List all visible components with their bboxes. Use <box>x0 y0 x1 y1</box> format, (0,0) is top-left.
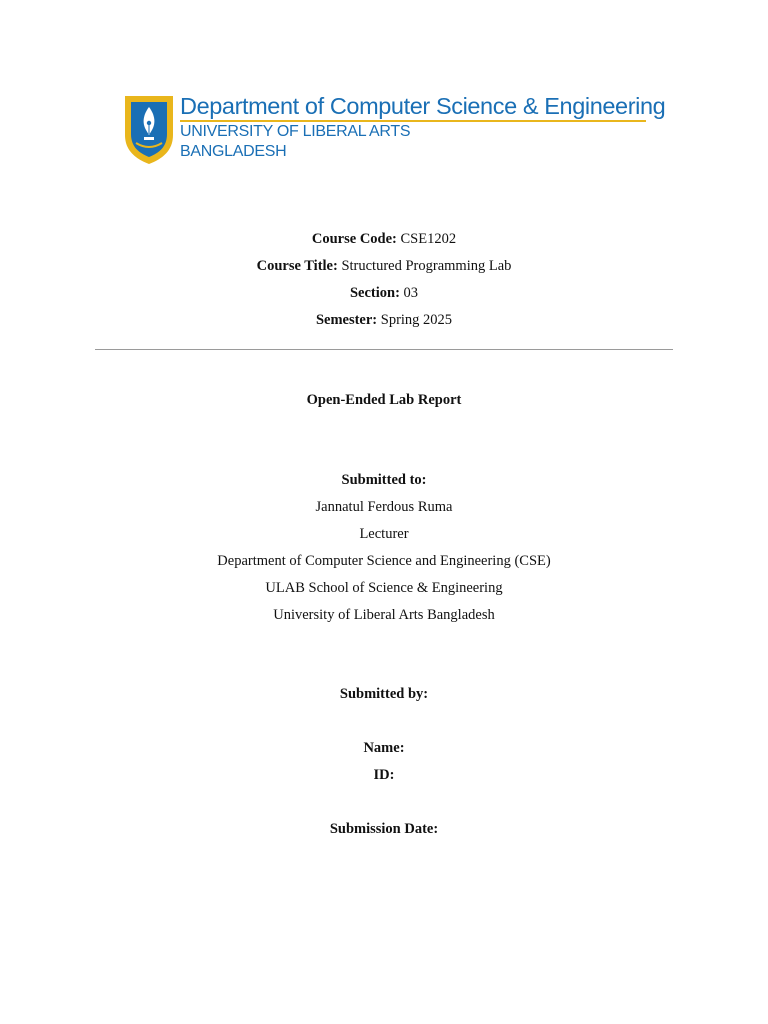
course-code-line <box>0 230 768 248</box>
section-line <box>0 284 768 302</box>
course-code-label: Course Code: <box>311 231 397 247</box>
supervisor-name: Jannatul Ferdous Ruma <box>315 499 453 515</box>
report-title: Open-Ended Lab Report <box>306 392 462 408</box>
student-name-label: Name: <box>363 740 405 756</box>
section-value: 03 <box>403 285 419 301</box>
course-code-value: CSE1202 <box>400 231 457 247</box>
supervisor-designation: Lecturer <box>359 526 409 542</box>
section-label: Section: <box>349 285 400 301</box>
submitted-to-label: Submitted to: <box>341 472 427 488</box>
department-logo <box>122 93 666 167</box>
submission-date-label: Submission Date: <box>329 821 439 837</box>
university-name-line2: BANGLADESH <box>180 143 287 160</box>
university-name-line1: UNIVERSITY OF LIBERAL ARTS <box>180 123 411 140</box>
semester-line <box>0 311 768 329</box>
course-title-value: Structured Programming Lab <box>341 258 512 274</box>
student-id-label: ID: <box>373 767 395 783</box>
ulab-seal-icon <box>122 93 176 165</box>
course-title-line <box>0 257 768 275</box>
department-name: Department of Computer Science & Engineering <box>180 93 666 119</box>
submitted-by-label: Submitted by: <box>339 686 429 702</box>
supervisor-department: Department of Computer Science and Engineering (CSE) <box>217 553 551 569</box>
supervisor-school: ULAB School of Science & Engineering <box>265 580 503 596</box>
semester-label: Semester: <box>315 312 378 328</box>
horizontal-divider <box>95 349 673 350</box>
course-title-label: Course Title: <box>256 258 338 274</box>
semester-value: Spring 2025 <box>380 312 453 328</box>
supervisor-university: University of Liberal Arts Bangladesh <box>273 607 495 623</box>
